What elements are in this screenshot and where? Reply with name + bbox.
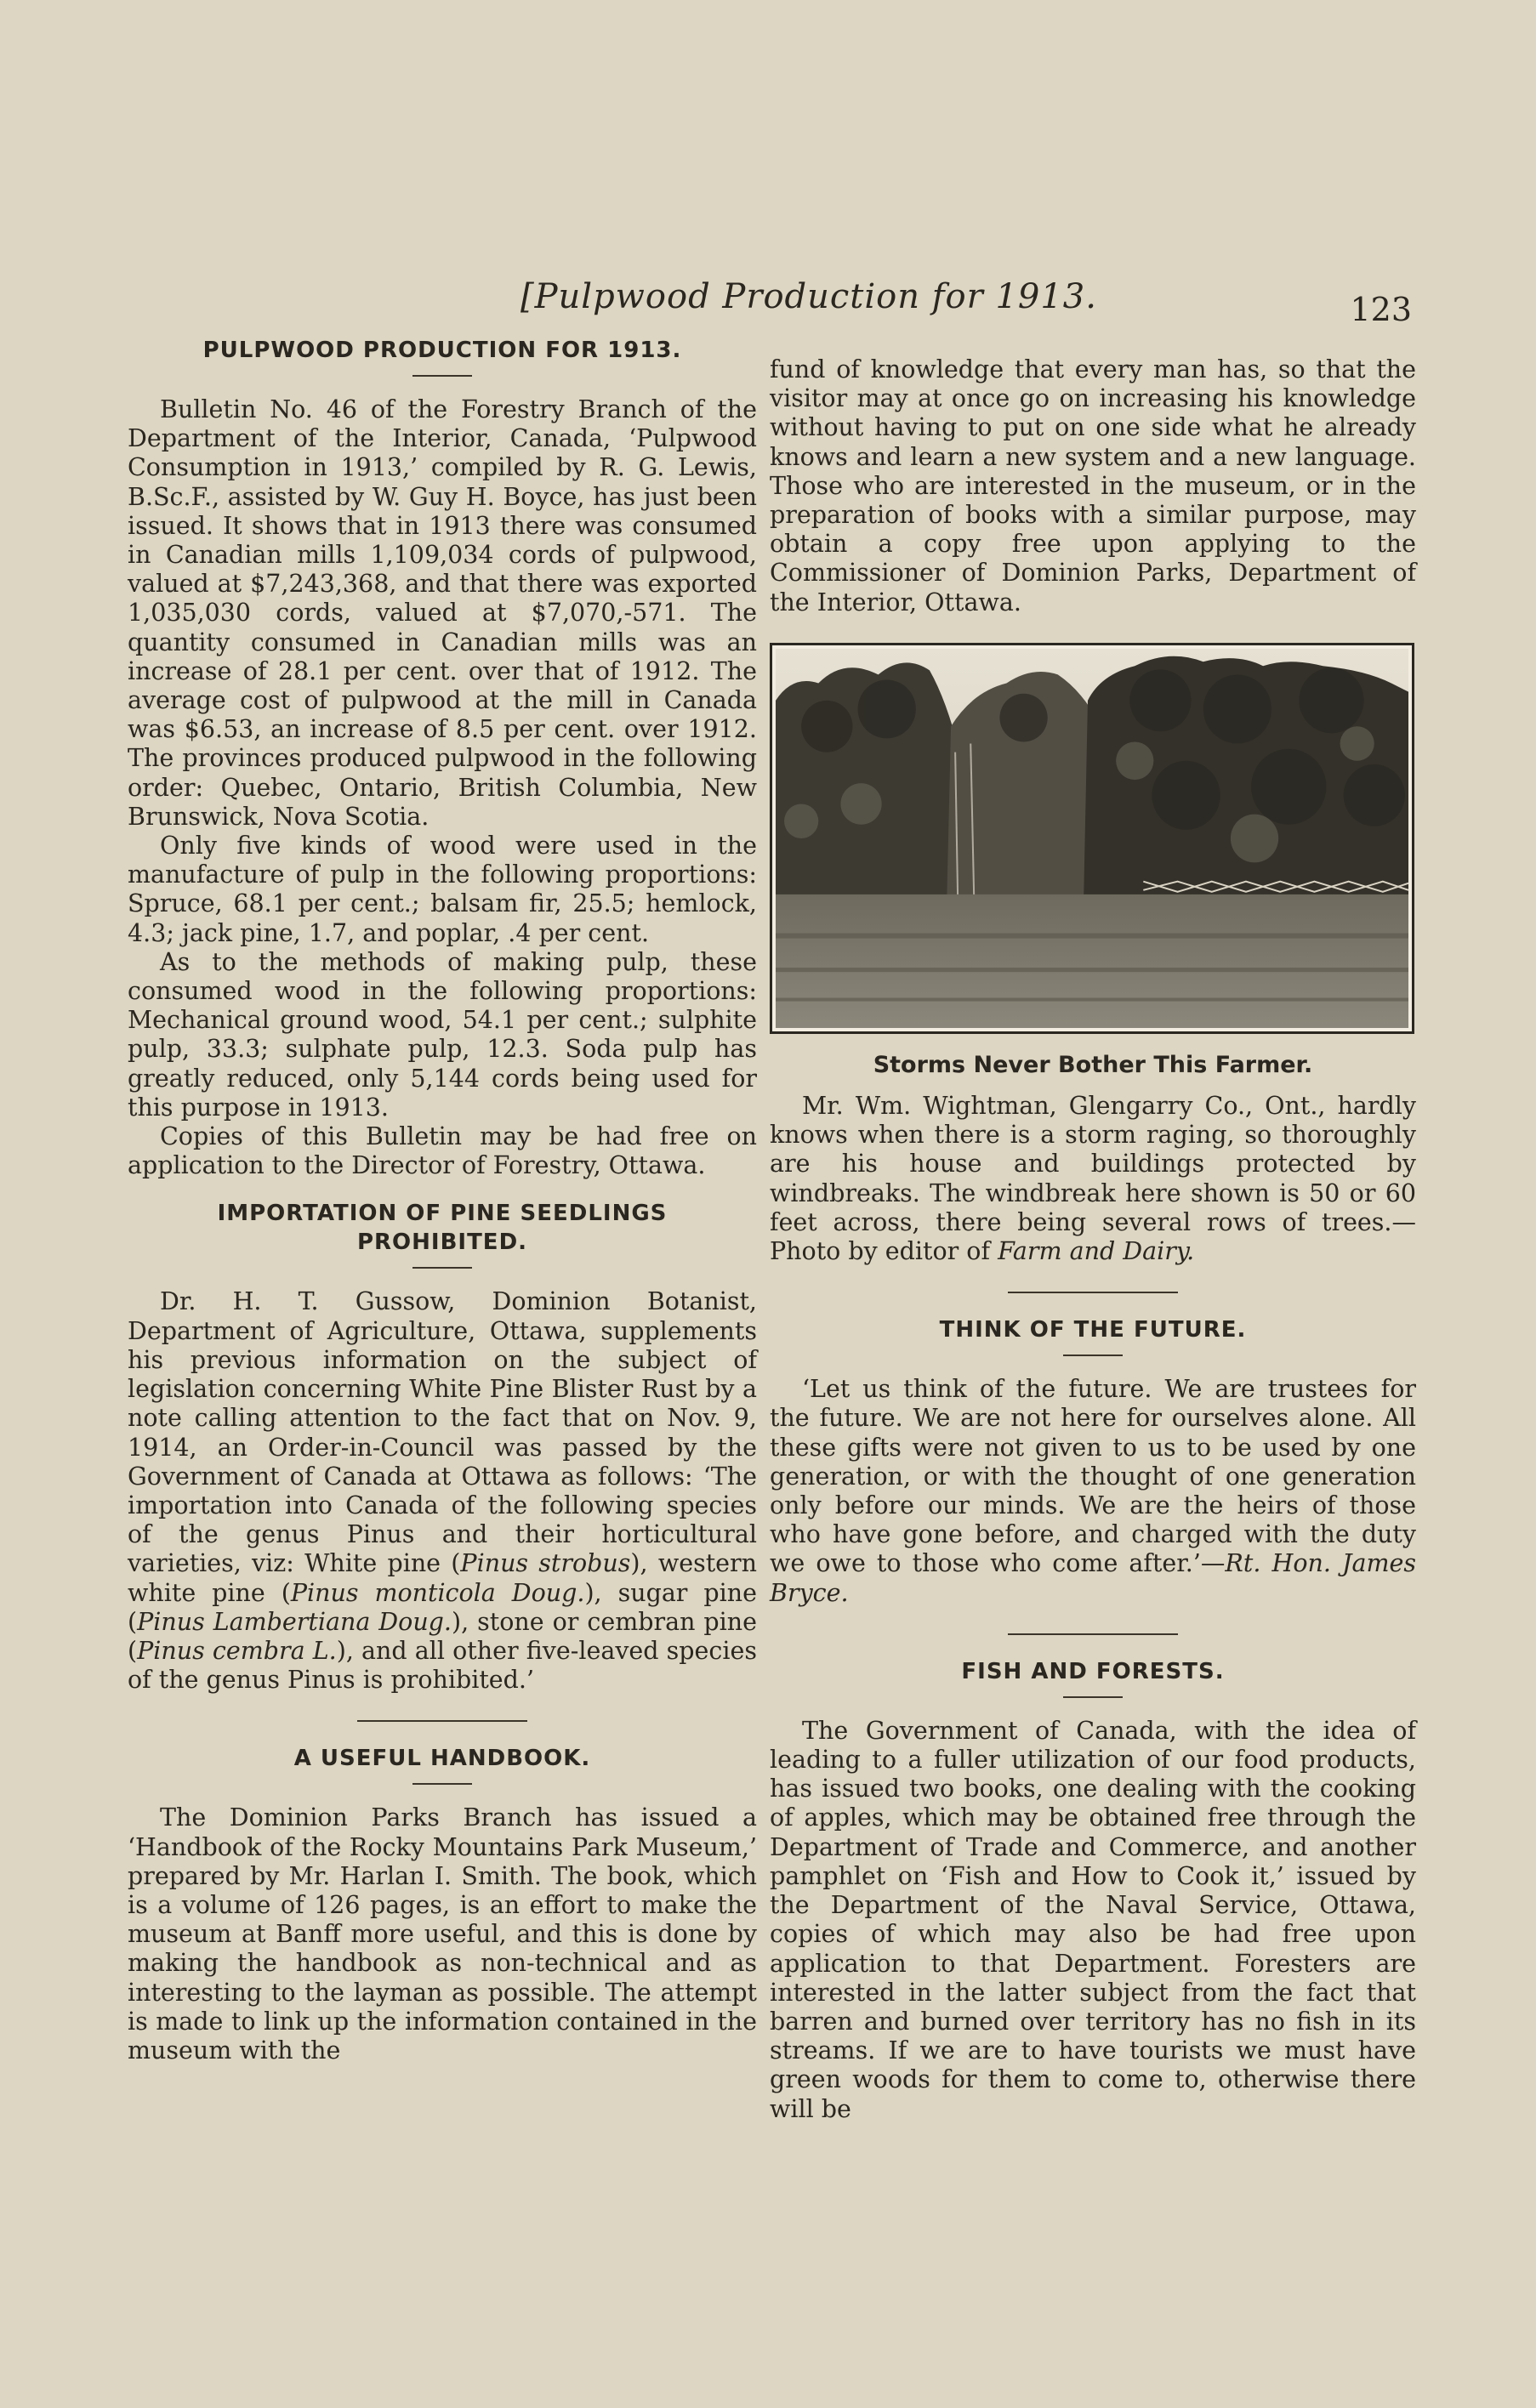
text-run: ), and all other five-leaved species of the genus Pinus is prohibited.’: [128, 1636, 757, 1695]
paragraph: [128, 1287, 757, 1695]
paragraph: Only five kinds of wood were used in the manufacture of pulp in the following proportions: Spruce, 68.1 per cent.; balsam fir, 25.5; hemlock, 4.3; jack pine, 1.7, and poplar, .4 per cent.: [128, 832, 757, 947]
text-run: ‘Let us think of the future. We are trustees for the future. We are not here for ourselves alone. All these gifts were not given to us to be used by one generation, or with the thought of one generation only before our minds. We are the heirs of those who have gone before, and charged with the duty we owe to those who come after.’—: [770, 1375, 1416, 1578]
section-divider: [1008, 1292, 1178, 1293]
divider: [412, 1267, 472, 1269]
paragraph: The Dominion Parks Branch has issued a ‘Handbook of the Rocky Mountains Park Museum,’ prepared by Mr. Harlan I. Smith. The book, which is a volume of 126 pages, is an effort to make the museum at Banff more useful, and this is done by making the handbook as non-technical and as interesting to the layman as possible. The attempt is made to link up the information contained in the museum with the: [128, 1803, 757, 2064]
article-title: FISH AND FORESTS.: [961, 1658, 1225, 1684]
article-useful-handbook: [128, 1744, 757, 2065]
paragraph: Bulletin No. 46 of the Forestry Branch of the Department of the Interior, Canada, ‘Pulpwood Consumption in 1913,’ compiled by R. G. Lewis, B.Sc.F., assisted by W. Guy H. Boyce, has just been issued. It shows that in 1913 there was consumed in Canadian mills 1,109,034 cords of pulpwood, valued at $7,243,368, and that there was exported 1,035,030 cords, valued at $7,070,-571. The quantity consumed in Canadian mills was an increase of 28.1 per cent. over that of 1912. The average cost of pulpwood at the mill in Canada was $6.53, an increase of 8.5 per cent. over 1912. The provinces produced pulpwood in the following order: Quebec, Ontario, British Columbia, New Brunswick, Nova Scotia.: [128, 395, 757, 831]
section-divider: [357, 1720, 527, 1722]
species-name: Pinus strobus: [460, 1549, 631, 1578]
text-run: ), sugar pine (: [128, 1578, 757, 1636]
article-title: PULPWOOD PRODUCTION FOR 1913.: [202, 338, 682, 363]
running-title: [Pulpwood Production for 1913.: [521, 277, 1097, 316]
article-title: THINK OF THE FUTURE.: [939, 1317, 1247, 1343]
species-name: Pinus monticola Doug.: [290, 1578, 585, 1607]
continuation-paragraph: fund of knowledge that every man has, so that the visitor may at once go on increasing his knowledge without having to put on one side what he already knows and learn a new system and a new language. Those who are interested in the museum, or in the preparation of books with a similar purpose, may obtain a copy free upon applying to the Commissioner of Dominion Parks, Department of the Interior, Ottawa.: [770, 355, 1416, 616]
article-title: A USEFUL HANDBOOK.: [293, 1746, 591, 1772]
quote-paragraph: [770, 1375, 1416, 1608]
left-column: [128, 336, 757, 2065]
section-divider: [1008, 1633, 1178, 1635]
windbreak-photo: [776, 649, 1408, 1028]
photo-caption-title: Storms Never Bother This Farmer.: [873, 1051, 1313, 1078]
right-column: [770, 355, 1416, 2124]
text-run: Mr. Wm. Wightman, Glengarry Co., Ont., hardly knows when there is a storm raging, so thoroughly are his house and buildings protected by windbreaks. The windbreak here shown is 50 or 60 feet across, there being several rows of trees.—Photo by editor of: [770, 1092, 1416, 1266]
page-header: [510, 270, 1412, 330]
text-run: ), western white pine (: [128, 1549, 757, 1607]
article-fish-and-forests: [770, 1657, 1416, 2124]
photo-caption-text: [770, 1092, 1416, 1266]
paragraph: The Government of Canada, with the idea of leading to a fuller utilization of our food products, has issued two books, one dealing with the cooking of apples, which may be obtained free through the Department of Trade and Commerce, and another pamphlet on ‘Fish and How to Cook it,’ issued by the Department of the Naval Service, Ottawa, copies of which may also be had free upon application to that Department. Foresters are interested in the latter subject from the fact that barren and burned over territory has no fish in its streams. If we are to have tourists we must have green woods for them to come to, otherwise there will be: [770, 1716, 1416, 2123]
text-run: ), stone or cembran pine (: [128, 1607, 757, 1665]
article-title: [128, 1199, 757, 1257]
title-line-1: IMPORTATION OF PINE SEEDLINGS: [217, 1201, 668, 1227]
publication-name: Farm and Dairy.: [998, 1237, 1195, 1266]
page-number: 123: [1350, 291, 1412, 328]
divider: [412, 375, 472, 377]
paragraph: As to the methods of making pulp, these consumed wood in the following proportions: Mechanical ground wood, 54.1 per cent.; sulphite pulp, 33.3; sulphate pulp, 12.3. Soda pulp has greatly reduced, only 5,144 cords being used for this purpose in 1913.: [128, 947, 757, 1122]
article-pulpwood-production: [128, 336, 757, 1180]
divider: [412, 1783, 472, 1785]
attribution: Rt. Hon. James Bryce.: [770, 1549, 1416, 1607]
article-think-of-the-future: [770, 1315, 1416, 1608]
paragraph: Copies of this Bulletin may be had free on application to the Director of Forestry, Ottawa.: [128, 1122, 757, 1180]
species-name: Pinus cembra L.: [137, 1636, 337, 1665]
divider: [1063, 1696, 1123, 1698]
windbreak-photo-frame: [770, 643, 1414, 1034]
divider: [1063, 1354, 1123, 1356]
species-name: Pinus Lambertiana Doug.: [137, 1607, 452, 1636]
title-line-2: PROHIBITED.: [356, 1230, 528, 1256]
article-importation-pine-seedlings: [128, 1199, 757, 1695]
text-run: Dr. H. T. Gussow, Dominion Botanist, Department of Agriculture, Ottawa, supplements his previous information on the subject of legislation concerning White Pine Blister Rust by a note calling attention to the fact that on Nov. 9, 1914, an Order-in-Council was passed by the Government of Canada at Ottawa as follows: ‘The importation into Canada of the following species of the genus Pinus and their horticultural varieties, viz: White pine (: [128, 1287, 757, 1578]
